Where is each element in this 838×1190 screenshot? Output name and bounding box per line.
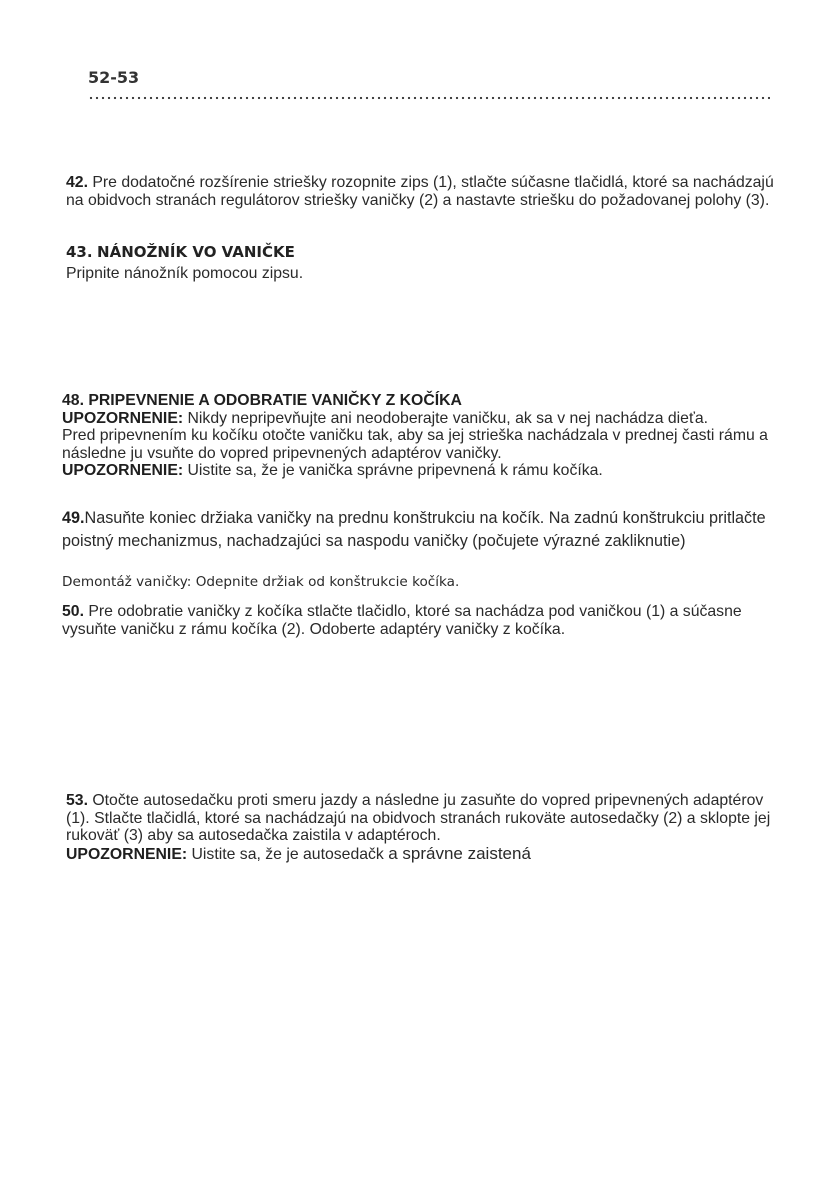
section-title: 48. PRIPEVNENIE A ODOBRATIE VANIČKY Z KOČÍKA: [62, 392, 462, 409]
item-number: 43.: [66, 243, 93, 261]
warning-text: Uistite sa, že je vanička správne pripevnená k rámu kočíka.: [183, 462, 603, 479]
paragraph-text: Pred pripevnením ku kočíku otočte vaničku tak, aby sa jej strieška nachádzala v prednej časti rámu a následne ju vsuňte do vopred pripevnených adaptérov vaničky.: [62, 427, 768, 462]
item-number: 42.: [66, 174, 88, 191]
item-number: 49.: [62, 509, 85, 527]
item-number: 53.: [66, 792, 88, 809]
warning-label: UPOZORNENIE:: [62, 462, 184, 479]
paragraph-42: [66, 174, 776, 209]
dotted-divider: [88, 96, 770, 100]
page-number: 52-53: [88, 68, 140, 87]
warning-label: UPOZORNENIE:: [66, 845, 188, 863]
paragraph-text: Pre odobratie vaničky z kočíka stlačte tlačidlo, ktoré sa nachádza pod vaničkou (1) a súčasne vysuňte vaničku z rámu kočíka (2). Odoberte adaptéry vaničky z kočíka.: [62, 603, 742, 638]
paragraph-50: [62, 603, 782, 638]
paragraph-49: [62, 507, 772, 553]
section-title: NÁNOŽNÍK VO VANIČKE: [97, 243, 295, 261]
paragraph-53: [66, 792, 778, 863]
paragraph-49-note: Demontáž vaničky: Odepnite držiak od konštrukcie kočíka.: [62, 574, 460, 590]
section-43-heading: [66, 243, 295, 262]
paragraph-text: Otočte autosedačku proti smeru jazdy a následne ju zasuňte do vopred pripevnených adaptérov (1). Stlačte tlačidlá, ktoré sa nachádzajú na obidvoch stranách rukoväte autosedačky (2) a sklopte jej rukoväť (3) aby sa autosedačka zaistila v adaptéroch.: [66, 792, 771, 844]
paragraph-43: Pripnite nánožník pomocou zipsu.: [66, 265, 304, 282]
warning-text: Uistite sa, že je autosedačk: [187, 845, 384, 863]
paragraph-text: Nasuňte koniec držiaka vaničky na prednu konštrukciu na kočík. Na zadnú konštrukciu pritlačte poistný mechanizmus, nachadzajúci sa naspodu vaničky (počujete výrazné zakliknutie): [62, 509, 766, 550]
paragraph-text: Pre dodatočné rozšírenie striešky rozopnite zips (1), stlačte súčasne tlačidlá, ktoré sa nachádzajú na obidvoch stranách regulátorov striešky vaničky (2) a nastavte striešku do požadovanej polohy (3).: [66, 174, 774, 209]
warning-label: UPOZORNENIE:: [62, 409, 184, 427]
warning-text-tail: a správne zaistená: [388, 843, 531, 863]
item-number: 50.: [62, 603, 84, 620]
section-48: [62, 392, 782, 480]
warning-text: Nikdy nepripevňujte ani neodoberajte vaničku, ak sa v nej nachádza dieťa.: [183, 409, 709, 427]
